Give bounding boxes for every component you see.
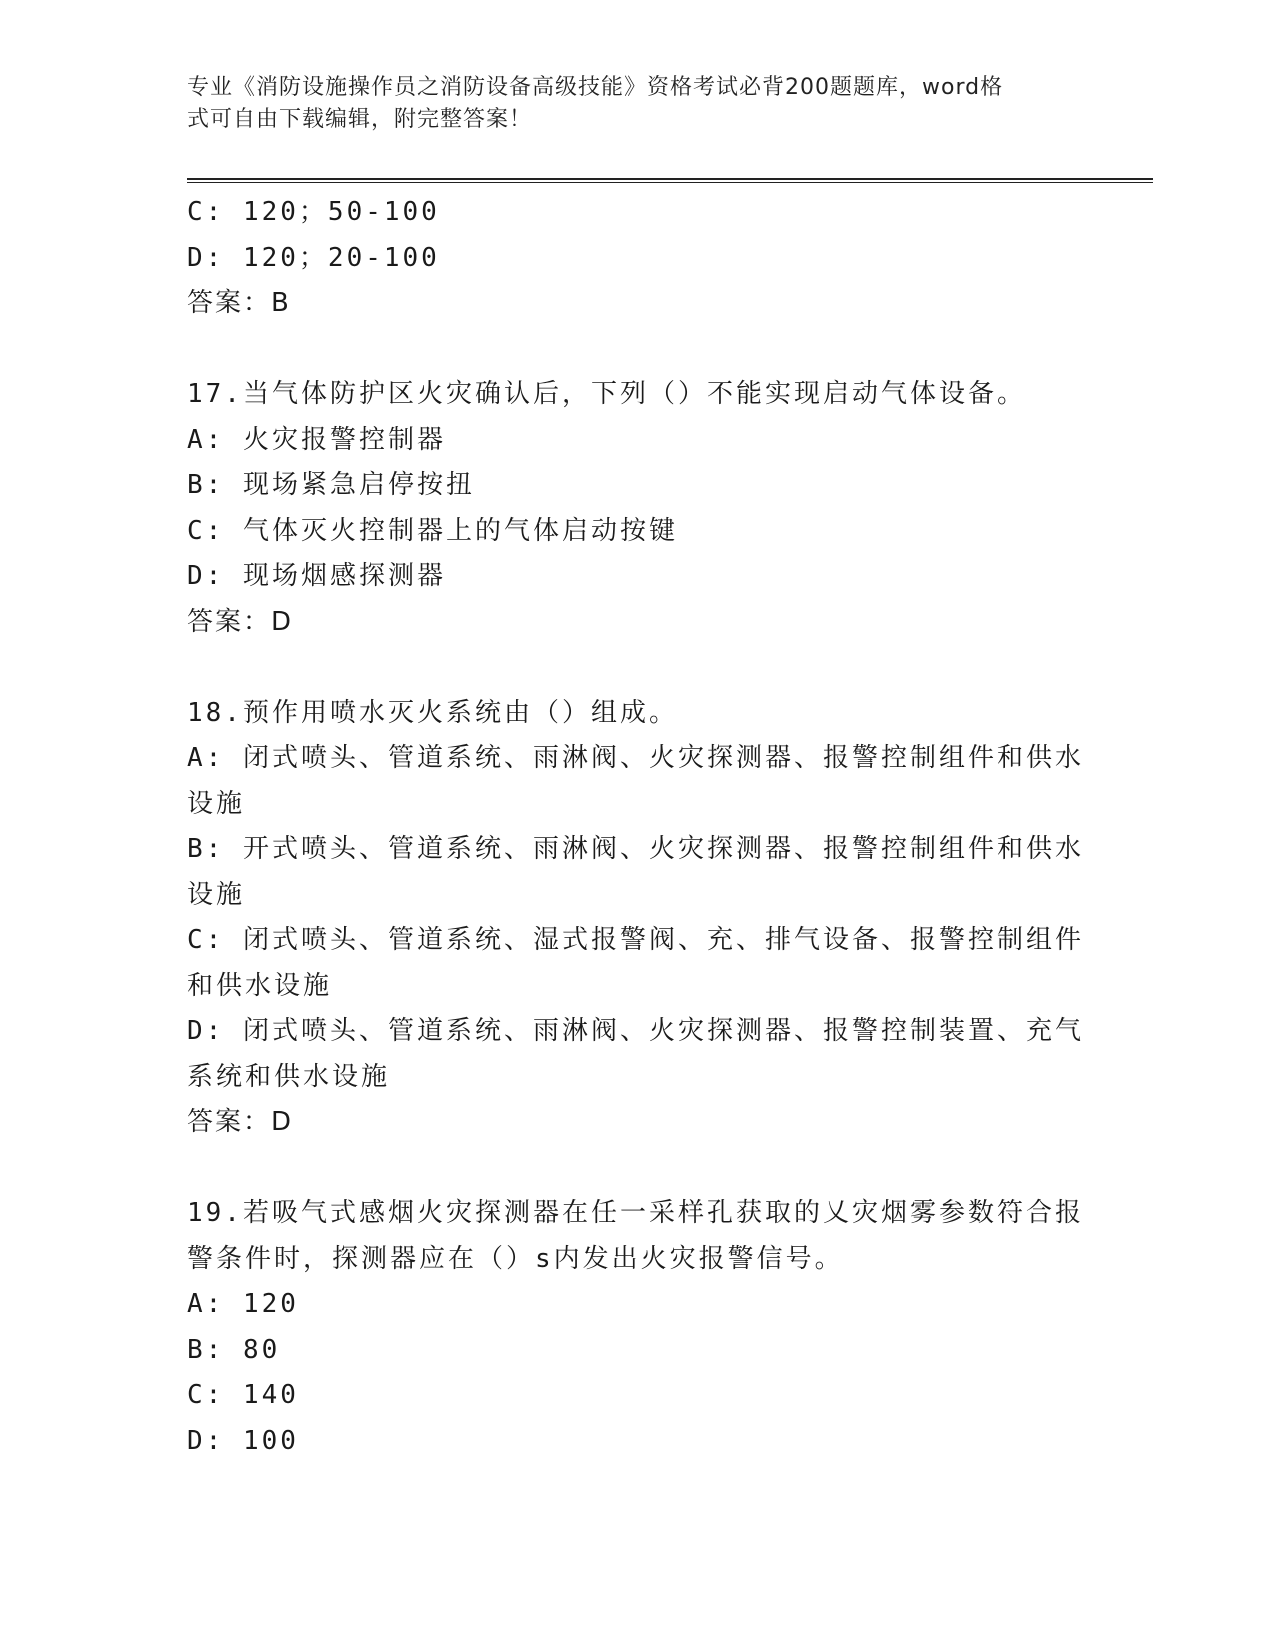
header-line-1: 专业《消防设施操作员之消防设备高级技能》资格考试必背200题题库，word格 (187, 75, 1004, 100)
option-b: B: 80 (187, 1334, 281, 1365)
spacer (187, 327, 1087, 373)
option-b-line-1: B: 开式喷头、管道系统、雨淋阀、火灾探测器、报警控制组件和供水 (187, 834, 1084, 864)
answer-text: 答案：B (187, 288, 291, 318)
option-c: C: 120；50-100 (187, 197, 440, 227)
question-18 (187, 691, 1087, 1146)
option-b: B: 现场紧急启停按扭 (187, 470, 475, 500)
previous-question-tail (187, 190, 1087, 327)
option-d: D: 现场烟感探测器 (187, 561, 446, 591)
option-a-line-1: A: 闭式喷头、管道系统、雨淋阀、火灾探测器、报警控制组件和供水 (187, 743, 1084, 773)
option-d: D: 120；20-100 (187, 242, 440, 273)
answer-text: 答案：D (187, 606, 294, 637)
question-19 (187, 1191, 1087, 1464)
option-c: C: 140 (187, 1380, 299, 1410)
option-c-line-2: 和供水设施 (187, 970, 333, 1001)
option-b-line-2: 设施 (187, 879, 246, 910)
question-17 (187, 372, 1087, 645)
document-header (187, 72, 1067, 136)
spacer (187, 1146, 1087, 1192)
option-a: A: 火灾报警控制器 (187, 424, 446, 455)
spacer (187, 645, 1087, 691)
question-stem: 18.预作用喷水灭火系统由（）组成。 (187, 697, 678, 728)
option-d: D: 100 (187, 1425, 299, 1456)
question-stem-line-2: 警条件时，探测器应在（）s内发出火灾报警信号。 (187, 1243, 844, 1274)
question-stem-line-1: 19.若吸气式感烟火灾探测器在任一采样孔获取的乂灾烟雾参数符合报 (187, 1198, 1084, 1228)
option-c: C: 气体灭火控制器上的气体启动按键 (187, 515, 678, 546)
answer-text: 答案：D (187, 1107, 294, 1137)
header-line-2: 式可自由下载编辑，附完整答案！ (187, 107, 533, 132)
option-d-line-2: 系统和供水设施 (187, 1061, 391, 1092)
option-d-line-1: D: 闭式喷头、管道系统、雨淋阀、火灾探测器、报警控制装置、充气 (187, 1016, 1084, 1046)
option-c-line-1: C: 闭式喷头、管道系统、湿式报警阀、充、排气设备、报警控制组件 (187, 925, 1084, 955)
question-stem: 17.当气体防护区火灾确认后，下列（）不能实现启动气体设备。 (187, 379, 1026, 409)
option-a: A: 120 (187, 1289, 299, 1319)
question-content (187, 190, 1087, 1464)
option-a-line-2: 设施 (187, 788, 246, 819)
header-divider (187, 178, 1153, 183)
